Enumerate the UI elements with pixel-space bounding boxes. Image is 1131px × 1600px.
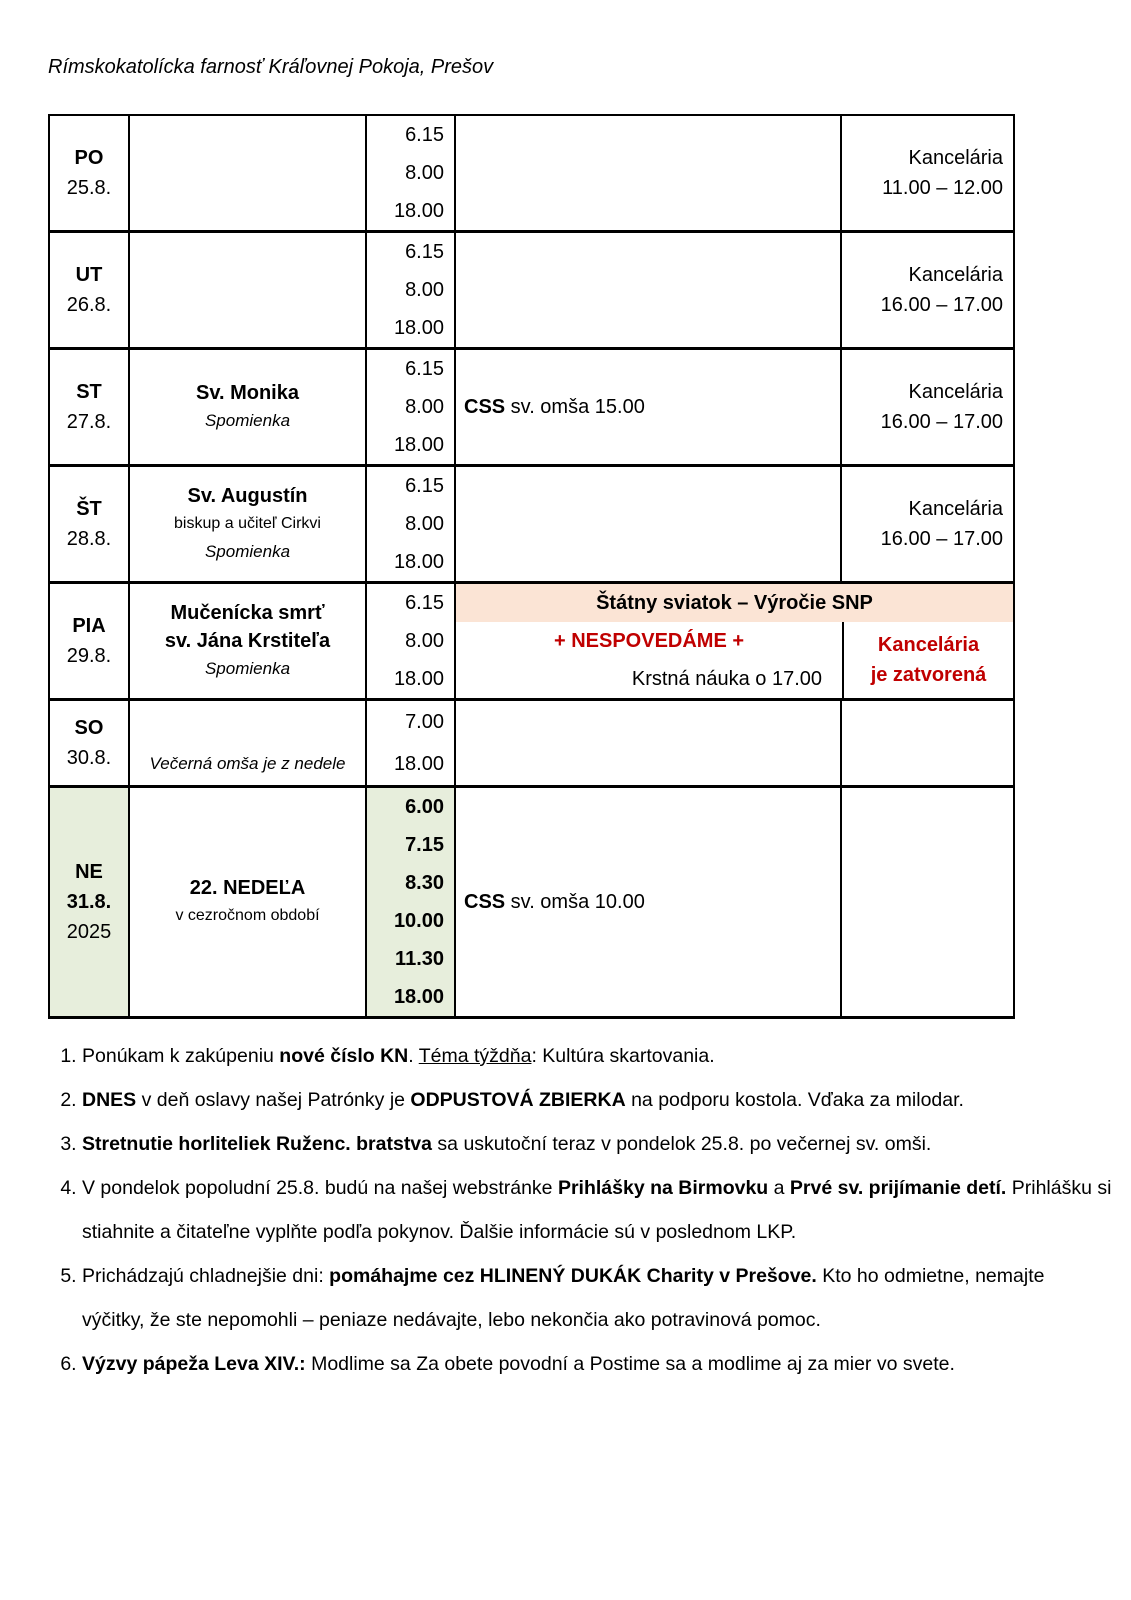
office-hours-cell: Kancelária 11.00 – 12.00: [841, 115, 1014, 232]
feast-cell: 22. NEDEĽA v cezročnom období: [129, 787, 366, 1018]
day-cell: PO 25.8.: [49, 115, 129, 232]
office-hours-cell: Kancelária 16.00 – 17.00: [841, 232, 1014, 349]
office-hours-cell: Kancelária 16.00 – 17.00: [841, 466, 1014, 583]
friday-events-cell: [455, 583, 1014, 700]
parish-title: Rímskokatolícka farnosť Kráľovnej Pokoja, Prešov: [48, 56, 494, 78]
day-row-monday: [49, 115, 1014, 232]
weekly-schedule-table: [48, 114, 1015, 1019]
mass-times-cell: 7.00 18.00: [366, 700, 455, 787]
events-cell: [455, 115, 841, 232]
announcement-item: 6. Výzvy pápeža Leva XIV.: Modlime sa Za obete povodní a Postime sa a modlime aj za mier vo svete.: [82, 1342, 1112, 1386]
mass-times-cell: 6.15 8.00 18.00: [366, 232, 455, 349]
feast-cell: [129, 115, 366, 232]
mass-times-cell: 6.15 8.00 18.00: [366, 115, 455, 232]
office-hours-cell: Kancelária 16.00 – 17.00: [841, 349, 1014, 466]
day-cell: SO 30.8.: [49, 700, 129, 787]
announcements-list: [40, 1034, 1112, 1386]
announcement-item: 4. V pondelok popoludní 25.8. budú na našej webstránke Prihlášky na Birmovku a Prvé sv. prijímanie detí. Prihlášku si stiahnite a čitateľne vyplňte podľa pokynov. Ďalšie informácie sú v poslednom LKP.: [82, 1166, 1112, 1254]
day-cell: UT 26.8.: [49, 232, 129, 349]
day-cell: PIA 29.8.: [49, 583, 129, 700]
events-cell: CSS sv. omša 15.00: [455, 349, 841, 466]
office-hours-cell: [841, 787, 1014, 1018]
mass-times-cell: 6.15 8.00 18.00: [366, 466, 455, 583]
feast-cell: Večerná omša je z nedele: [129, 700, 366, 787]
office-closed-notice: Kancelária je zatvorená: [870, 634, 987, 686]
announcement-item: 2. DNES v deň oslavy našej Patrónky je ODPUSTOVÁ ZBIERKA na podporu kostola. Vďaka za milodar.: [82, 1078, 1112, 1122]
mass-times-cell: 6.00 7.15 8.30 10.00 11.30 18.00: [366, 787, 455, 1018]
feast-cell: Sv. Augustín biskup a učiteľ Cirkvi Spomienka: [129, 466, 366, 583]
state-holiday-banner: Štátny sviatok – Výročie SNP: [456, 584, 1013, 622]
announcement-item: 3. Stretnutie horliteliek Ruženc. bratstva sa uskutoční teraz v pondelok 25.8. po večernej sv. omši.: [82, 1122, 1112, 1166]
mass-times-cell: 6.15 8.00 18.00: [366, 349, 455, 466]
day-cell: ST 27.8.: [49, 349, 129, 466]
announcement-item: 5. Prichádzajú chladnejšie dni: pomáhajme cez HLINENÝ DUKÁK Charity v Prešove. Kto ho odmietne, nemajte výčitky, že ste nepomohli – peniaze nedávajte, lebo nekončia ako potravinová pomoc.: [82, 1254, 1112, 1342]
events-cell: [455, 466, 841, 583]
no-confession-notice: + NESPOVEDÁME +: [553, 630, 745, 652]
day-row-thursday: [49, 466, 1014, 583]
feast-cell: Sv. Monika Spomienka: [129, 349, 366, 466]
feast-cell: Mučenícka smrť sv. Jána Krstiteľa Spomienka: [129, 583, 366, 700]
events-cell: [455, 700, 841, 787]
office-hours-cell: [841, 700, 1014, 787]
day-cell: NE 31.8. 2025: [49, 787, 129, 1018]
feast-cell: [129, 232, 366, 349]
day-row-tuesday: [49, 232, 1014, 349]
baptism-class-notice: Krstná náuka o 17.00: [631, 668, 822, 690]
day-cell: ŠT 28.8.: [49, 466, 129, 583]
day-row-saturday: [49, 700, 1014, 787]
mass-times-cell: 6.15 8.00 18.00: [366, 583, 455, 700]
day-row-wednesday: [49, 349, 1014, 466]
announcement-item: 1. Ponúkam k zakúpeniu nové číslo KN. Téma týždňa: Kultúra skartovania.: [82, 1034, 1112, 1078]
events-cell: [455, 232, 841, 349]
day-row-friday: [49, 583, 1014, 700]
day-row-sunday: [49, 787, 1014, 1018]
events-cell: CSS sv. omša 10.00: [455, 787, 841, 1018]
